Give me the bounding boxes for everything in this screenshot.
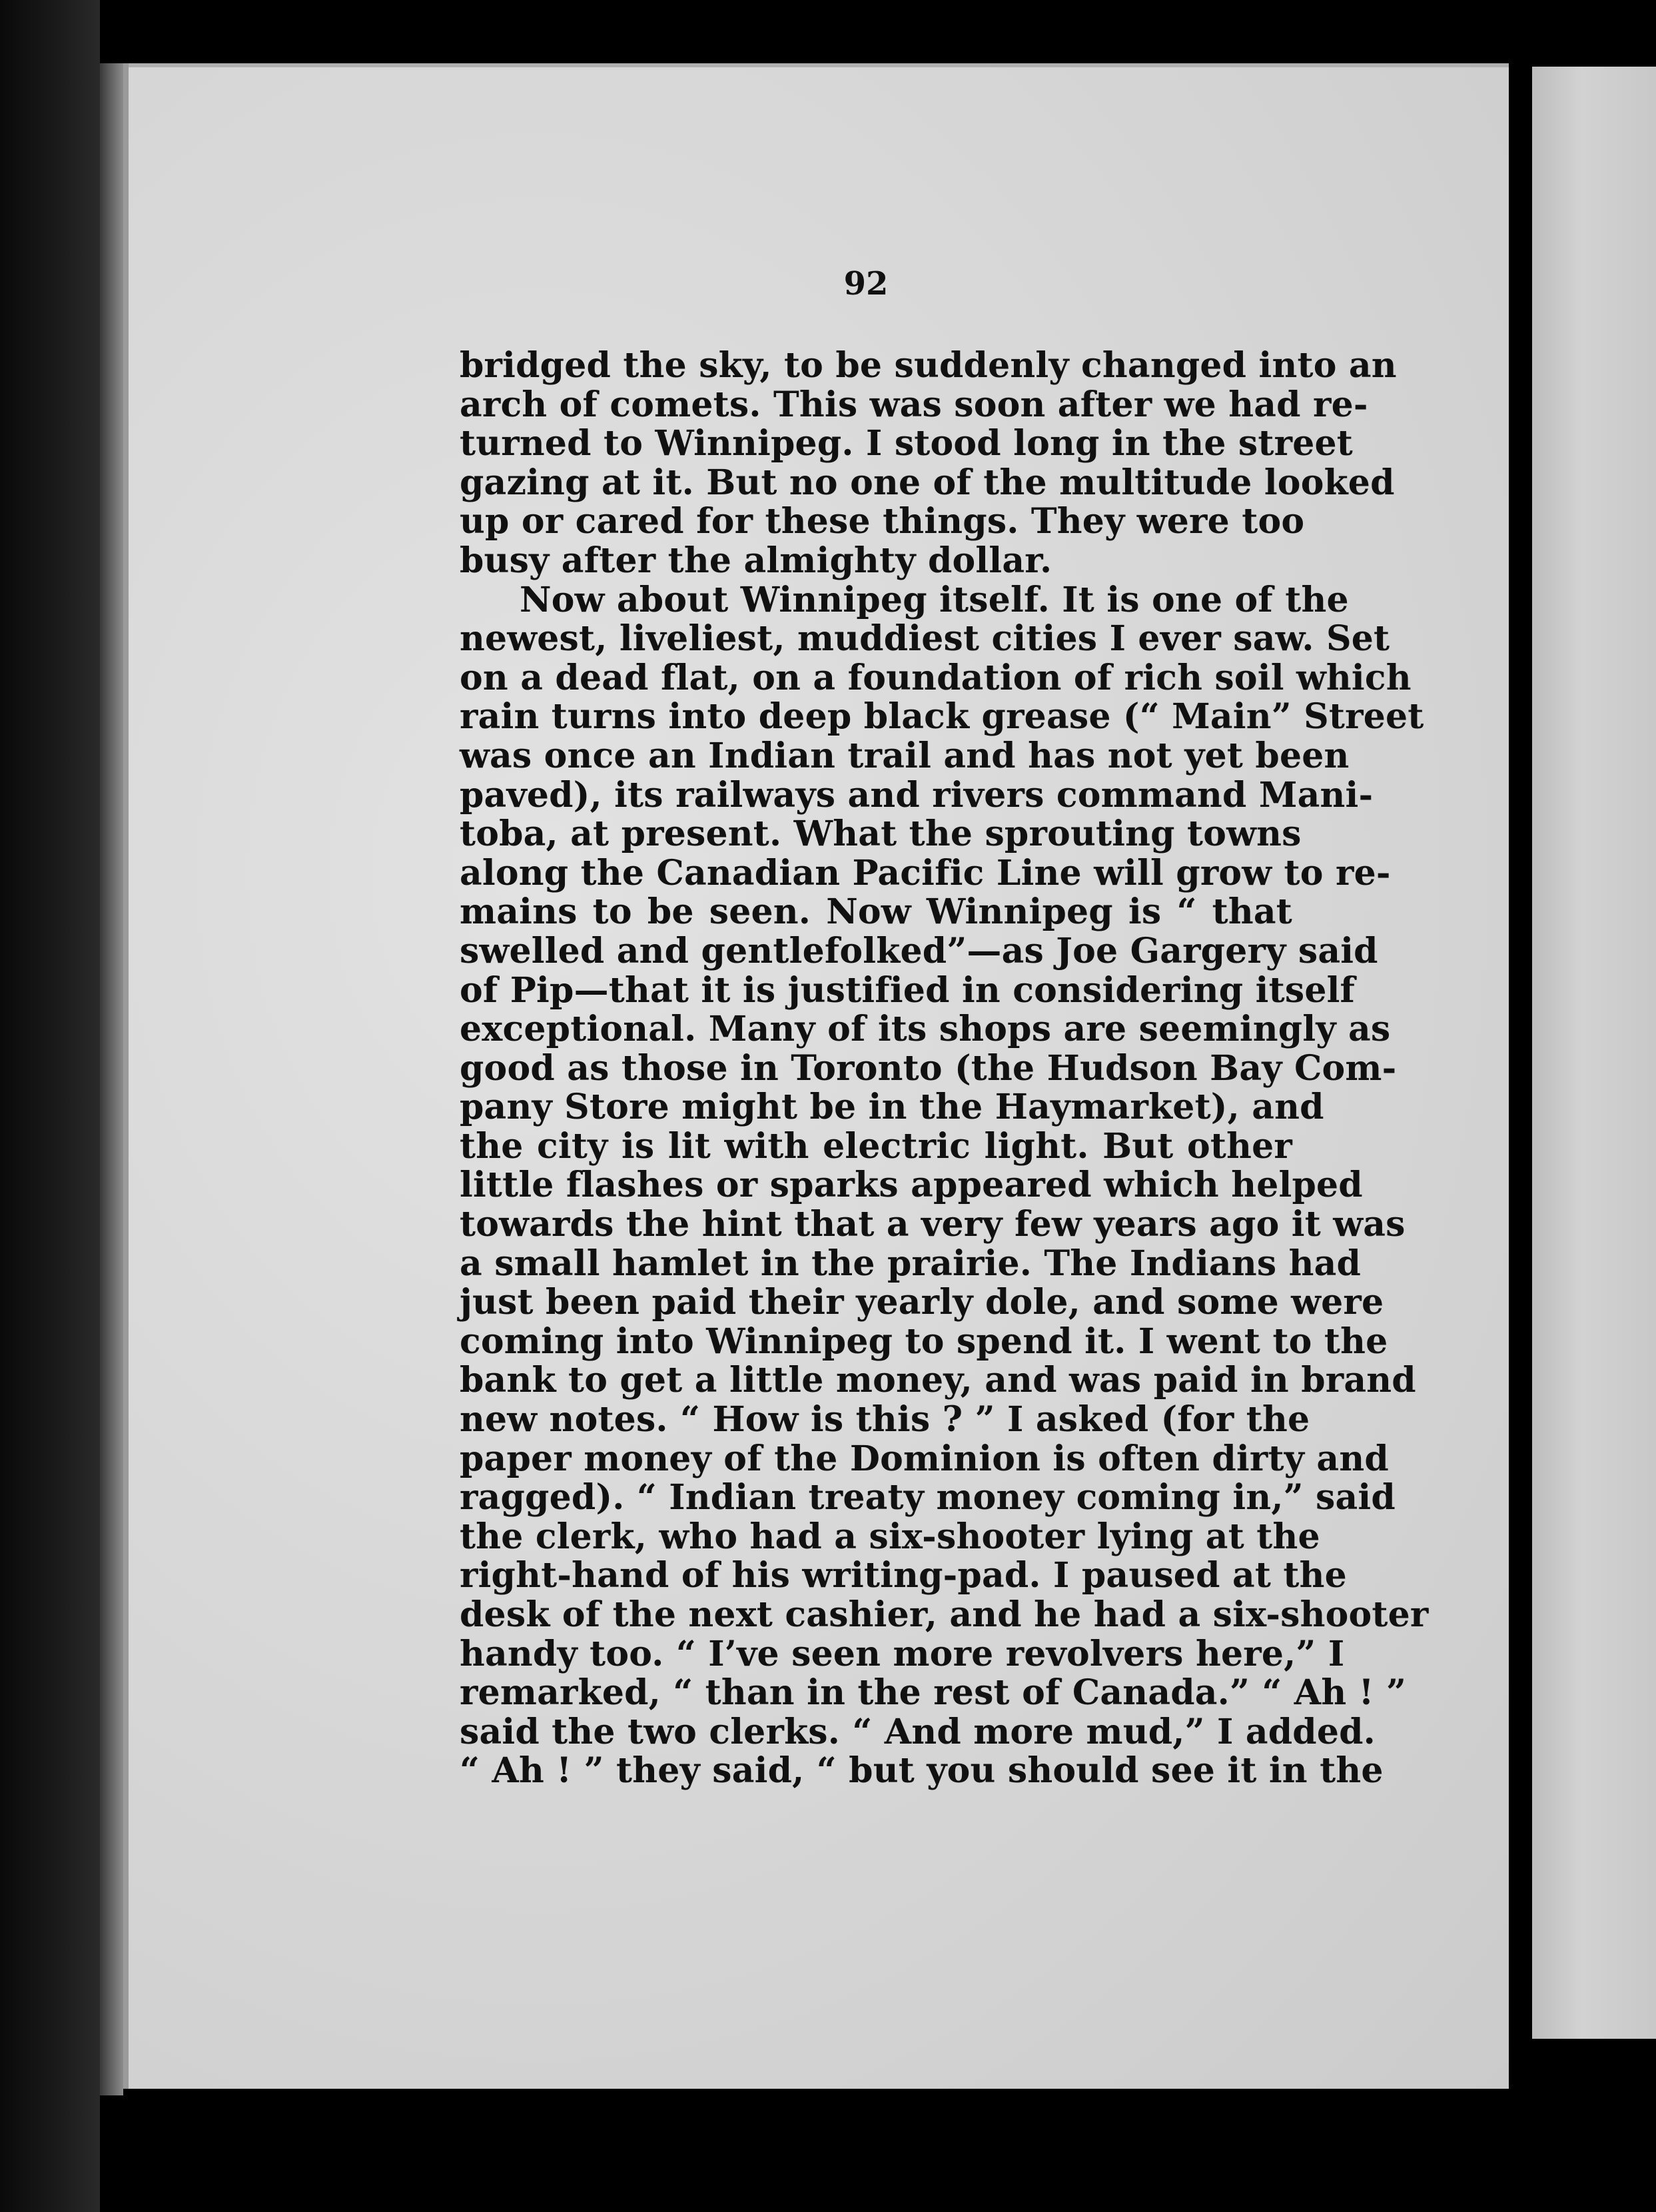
text-line: of Pip—that it is justified in considering itself [460,969,1356,1011]
text-line: busy after the almighty dollar. [460,540,1052,581]
text-line: Now about Winnipeg itself. It is one of the [520,579,1349,620]
text-line: right-hand of his writing-pad. I paused at the [460,1555,1347,1596]
text-line: turned to Winnipeg. I stood long in the street [460,423,1354,464]
text-line: up or cared for these things. They were too [460,501,1305,542]
text-line: towards the hint that a very few years ago it was [460,1204,1406,1245]
text-line: little flashes or sparks appeared which helped [460,1165,1363,1206]
text-line: desk of the next cashier, and he had a six-shooter [460,1594,1429,1635]
text-line: gazing at it. But no one of the multitude looked [460,462,1395,503]
binding-shadow [0,0,100,2212]
text-line: bridged the sky, to be suddenly changed into an [460,345,1397,386]
page-number: 92 [843,265,889,302]
text-line: new notes. “ How is this ? ” I asked (for the [460,1399,1310,1440]
text-line: coming into Winnipeg to spend it. I went to the [460,1321,1388,1362]
text-line: good as those in Toronto (the Hudson Bay Com- [460,1047,1397,1089]
text-line: newest, liveliest, muddiest cities I ever saw. Set [460,618,1390,660]
text-line: bank to get a little money, and was paid in brand [460,1360,1416,1401]
text-line: arch of comets. This was soon after we had re- [460,384,1368,425]
facing-page-edge [1532,67,1656,2039]
text-line: the city is lit with electric light. But other [460,1125,1292,1167]
text-line: was once an Indian trail and has not yet been [460,735,1350,776]
text-line: just been paid their yearly dole, and some were [460,1282,1384,1323]
text-line: along the Canadian Pacific Line will grow to re- [460,852,1391,893]
text-line: paved), its railways and rivers command Mani- [460,774,1374,816]
body-text [460,345,1429,1792]
text-line: a small hamlet in the prairie. The Indians had [460,1243,1362,1284]
text-line: on a dead flat, on a foundation of rich soil which [460,657,1412,698]
text-line: remarked, “ than in the rest of Canada.” “ Ah ! ” [460,1672,1407,1714]
text-line: swelled and gentlefolked”—as Joe Gargery said [460,930,1378,971]
text-line: “ Ah ! ” they said, “ but you should see it in the [460,1750,1384,1792]
text-line: exceptional. Many of its shops are seemingly as [460,1009,1391,1050]
text-line: mains to be seen. Now Winnipeg is “ that [460,891,1292,933]
text-line: ragged). “ Indian treaty money coming in,” said [460,1477,1396,1518]
text-line: handy too. “ I’ve seen more revolvers here,” I [460,1633,1345,1674]
page-edge [100,63,123,2095]
text-line: pany Store might be in the Haymarket), and [460,1087,1324,1128]
text-line: toba, at present. What the sprouting towns [460,814,1302,855]
text-line: rain turns into deep black grease (“ Main” Street [460,696,1424,738]
text-line: said the two clerks. “ And more mud,” I added. [460,1711,1376,1752]
text-line: the clerk, who had a six-shooter lying at the [460,1516,1320,1557]
text-line: paper money of the Dominion is often dirty and [460,1438,1389,1479]
